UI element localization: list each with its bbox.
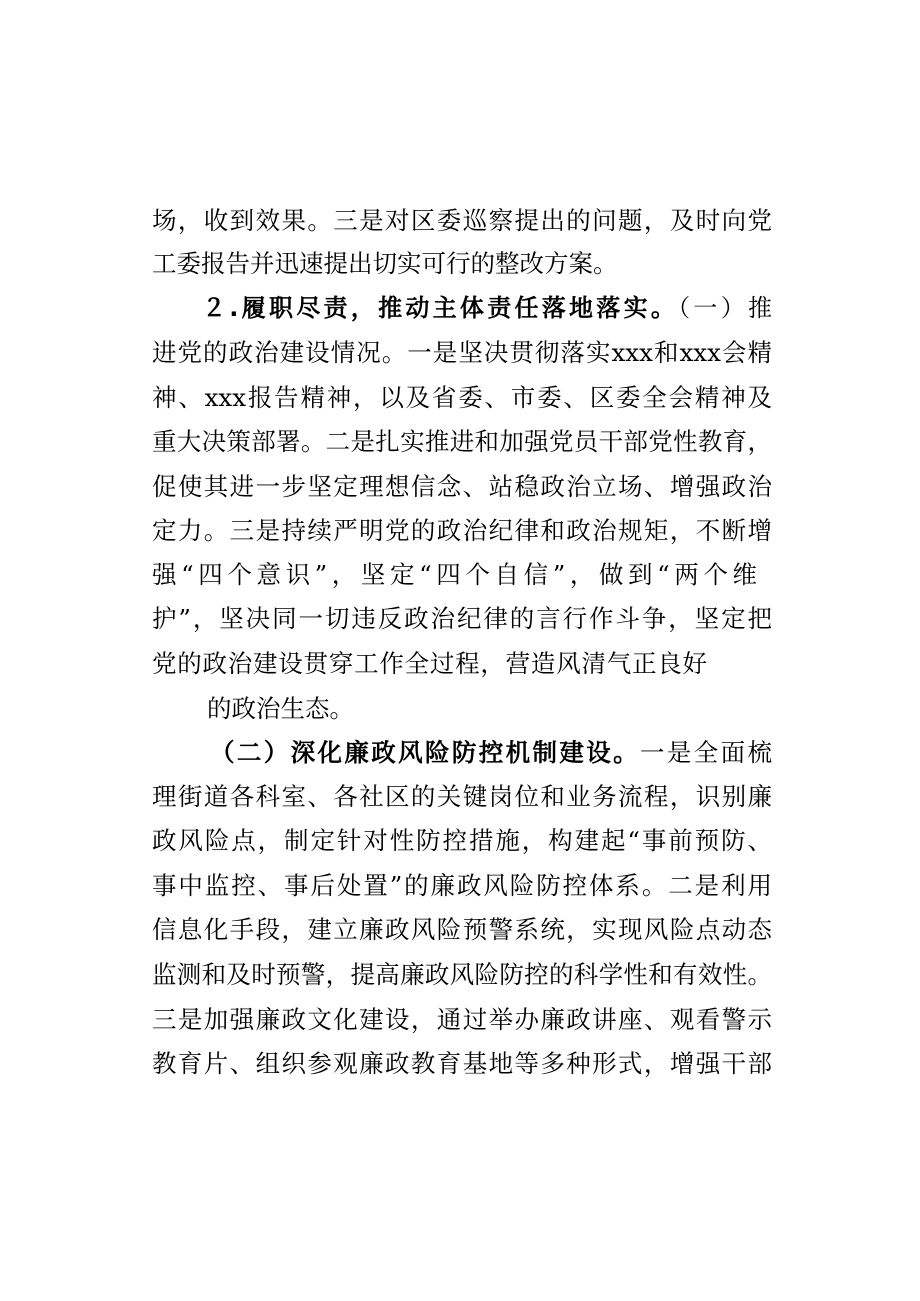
- line-text: 教育片、组织参观廉政教育基地等多种形式，增强干部: [152, 1049, 772, 1078]
- text-line: [152, 952, 772, 998]
- text-line: [152, 907, 772, 953]
- text-line: [152, 863, 772, 909]
- line-text: 的政治生态。: [207, 694, 354, 723]
- text-line: [207, 686, 507, 732]
- line-text: （一）推: [678, 294, 772, 322]
- line-text: 信息化手段，建立廉政风险预警系统，实现风险点动态: [152, 915, 772, 944]
- section-heading: ２.履职尽责，推动主体责任落地落实。: [202, 294, 679, 322]
- text-line: [152, 997, 772, 1043]
- line-text: 重大决策部署。二是扎实推进和加强党员干部党性教育，: [152, 427, 772, 456]
- text-line: [152, 641, 707, 687]
- line-text: 党的政治建设贯穿工作全过程，营造风清气正良好: [152, 649, 707, 678]
- line-text: 定力。三是持续严明党的政治纪律和政治规矩，不断增: [152, 516, 772, 545]
- line-text: 事中监控、事后处置”的廉政风险防控体系。二是利用: [152, 871, 772, 900]
- line-text: 三是加强廉政文化建设，通过举办廉政讲座、观看警示: [152, 1005, 772, 1034]
- line-text: 护”，坚决同一切违反政治纪律的言行作斗争，坚定把: [152, 604, 772, 633]
- line-text: 一是全面梳: [640, 738, 772, 767]
- text-line: [152, 774, 772, 820]
- text-line: [152, 818, 772, 864]
- text-line: [152, 198, 772, 244]
- line-text: 政风险点，制定针对性防控措施，构建起“事前预防、: [152, 826, 772, 855]
- line-text: 进党的政治建设情况。一是坚决贯彻落实xxx和xxx会精: [152, 338, 772, 367]
- section-heading: （二）深化廉政风险防控机制建设。: [210, 738, 640, 767]
- text-line: [152, 241, 772, 287]
- section-heading-line: [210, 730, 772, 776]
- text-line: [152, 375, 772, 421]
- text-line: [152, 508, 772, 554]
- section-heading-line: [202, 285, 772, 331]
- line-text: 神、xxx报告精神，以及省委、市委、区委全会精神及: [152, 383, 772, 412]
- text-line: [152, 419, 772, 465]
- text-line: [152, 552, 757, 598]
- text-line: [152, 1041, 772, 1087]
- text-line: [152, 330, 772, 376]
- line-text: 促使其进一步坚定理想信念、站稳政治立场、增强政治: [152, 472, 772, 501]
- line-text: 理街道各科室、各社区的关键岗位和业务流程，识别廉: [152, 782, 772, 811]
- text-line: [152, 596, 772, 642]
- line-text: 强“四个意识”，坚定“四个自信”，做到“两个维: [152, 560, 757, 589]
- line-text: 工委报告并迅速提出切实可行的整改方案。: [152, 249, 618, 278]
- line-text: 监测和及时预警，提高廉政风险防控的科学性和有效性。: [152, 960, 772, 989]
- text-line: [152, 464, 772, 510]
- line-text: 场，收到效果。三是对区委巡察提出的问题，及时向党: [152, 206, 772, 235]
